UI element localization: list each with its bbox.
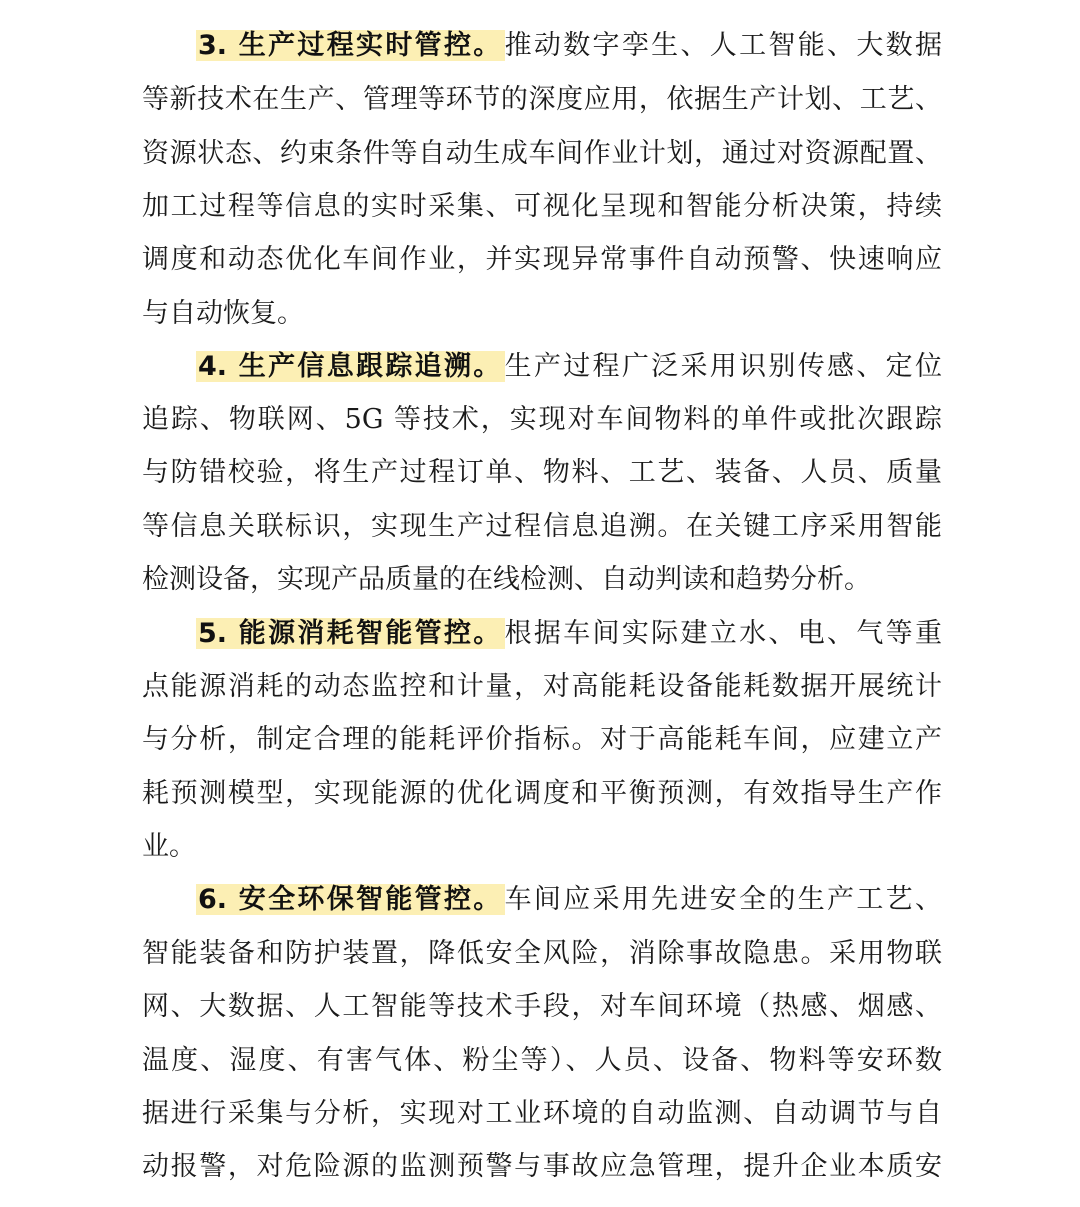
section-3-text: 推动数字孪生、人工智能、大数据 <box>504 30 942 61</box>
section-5-line: 点能源消耗的动态监控和计量，对高能耗设备能耗数据开展统计 <box>142 671 942 702</box>
section-6-line: 网、大数据、人工智能等技术手段，对车间环境（热感、烟感、 <box>142 991 942 1022</box>
section-4-text: 生产过程广泛采用识别传感、定位 <box>504 351 942 382</box>
section-3-line: 加工过程等信息的实时采集、可视化呈现和智能分析决策，持续 <box>142 191 942 222</box>
section-4-first-line <box>196 347 942 387</box>
section-6-line: 智能装备和防护装置，降低安全风险，消除事故隐患。采用物联 <box>142 938 942 969</box>
section-5-line: 与分析，制定合理的能耗评价指标。对于高能耗车间，应建立产 <box>142 724 942 755</box>
section-6-line: 温度、湿度、有害气体、粉尘等）、人员、设备、物料等安环数 <box>142 1045 942 1076</box>
section-3-line: 调度和动态优化车间作业，并实现异常事件自动预警、快速响应 <box>142 244 942 275</box>
section-3-first-line <box>196 26 942 66</box>
section-6-heading: 6. 安全环保智能管控。 <box>198 884 503 915</box>
section-6-line: 动报警，对危险源的监测预警与事故应急管理，提升企业本质安 <box>142 1151 942 1182</box>
section-3-line: 等新技术在生产、管理等环节的深度应用，依据生产计划、工艺、 <box>142 84 942 115</box>
section-3-line: 与自动恢复。 <box>142 298 304 329</box>
section-5-text: 根据车间实际建立水、电、气等重 <box>504 618 942 649</box>
section-6-first-line <box>196 880 942 920</box>
section-4-line: 与防错校验，将生产过程订单、物料、工艺、装备、人员、质量 <box>142 457 942 488</box>
section-5-heading: 5. 能源消耗智能管控。 <box>198 618 503 649</box>
section-5-line: 耗预测模型，实现能源的优化调度和平衡预测，有效指导生产作 <box>142 778 942 809</box>
section-5-first-line <box>196 614 942 654</box>
section-4-line: 等信息关联标识，实现生产过程信息追溯。在关键工序采用智能 <box>142 511 942 542</box>
section-4-line: 检测设备，实现产品质量的在线检测、自动判读和趋势分析。 <box>142 564 871 595</box>
section-6-line: 据进行采集与分析，实现对工业环境的自动监测、自动调节与自 <box>142 1098 942 1129</box>
section-6-text: 车间应采用先进安全的生产工艺、 <box>504 884 942 915</box>
section-3-line: 资源状态、约束条件等自动生成车间作业计划，通过对资源配置、 <box>142 138 942 169</box>
section-4-heading: 4. 生产信息跟踪追溯。 <box>198 351 503 382</box>
section-4-line: 追踪、物联网、5G 等技术，实现对车间物料的单件或批次跟踪 <box>142 404 942 435</box>
section-3-heading: 3. 生产过程实时管控。 <box>198 30 503 61</box>
section-5-line: 业。 <box>142 831 196 862</box>
